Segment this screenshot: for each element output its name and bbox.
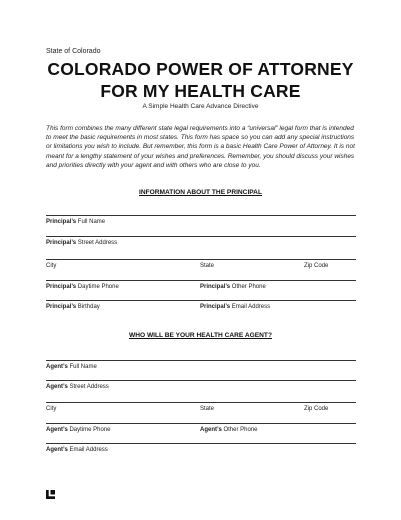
agent-email-label: Agent’s Email Address	[46, 447, 108, 453]
principal-street-address-label: Principal’s Street Address	[46, 240, 118, 246]
agent-daytime-phone-label: Agent’s Daytime Phone	[46, 427, 111, 433]
document-subtitle: A Simple Health Care Advance Directive	[142, 103, 259, 110]
principal-street-address-line[interactable]	[46, 236, 356, 237]
principal-daytime-phone-label: Principal’s Daytime Phone	[46, 284, 119, 290]
agent-state-label: State	[200, 406, 215, 412]
agent-full-name-line[interactable]	[46, 360, 356, 361]
principal-section-heading: INFORMATION ABOUT THE PRINCIPAL	[139, 189, 262, 196]
intro-paragraph: This form combines the many different state legal requirements into a “universal” legal form that is intended to meet the basic requirements in most states. This form has space so you can add any special instructions or limitations you wish to include. But remember, this form is a basic Health Care Power of Attorney. It is not meant for a lengthy statement of your wishes and preferences. Remember, you should discuss your wishes and priorities directly with your agent and with others who are close to you.	[46, 125, 355, 169]
agent-email-line[interactable]	[46, 443, 356, 444]
agent-full-name-label: Agent’s Full Name	[46, 364, 97, 370]
agent-street-address-label: Agent’s Street Address	[46, 384, 109, 390]
principal-state-label: State	[200, 263, 215, 269]
agent-phone-line[interactable]	[46, 423, 356, 424]
principal-phone-line[interactable]	[46, 280, 356, 281]
principal-city-label: City	[46, 263, 57, 269]
agent-section-heading: WHO WILL BE YOUR HEALTH CARE AGENT?	[129, 332, 272, 339]
document-title-line2: FOR MY HEALTH CARE	[100, 81, 301, 101]
document-title-line1: COLORADO POWER OF ATTORNEY	[47, 59, 354, 79]
principal-other-phone-label: Principal’s Other Phone	[200, 284, 266, 290]
agent-zip-label: Zip Code	[304, 406, 329, 412]
agent-other-phone-label: Agent’s Other Phone	[200, 427, 258, 433]
principal-birthday-label: Principal’s Birthday	[46, 304, 100, 310]
agent-street-address-line[interactable]	[46, 380, 356, 381]
agent-city-state-zip-line[interactable]	[46, 402, 356, 403]
principal-full-name-line[interactable]	[46, 215, 356, 216]
principal-zip-label: Zip Code	[304, 263, 329, 269]
state-label: State of Colorado	[46, 48, 101, 55]
principal-birthday-email-line[interactable]	[46, 300, 356, 301]
brand-logo-icon	[46, 490, 55, 499]
principal-city-state-zip-line[interactable]	[46, 259, 356, 260]
principal-full-name-label: Principal’s Full Name	[46, 219, 106, 225]
principal-email-label: Principal’s Email Address	[200, 304, 271, 310]
agent-city-label: City	[46, 406, 57, 412]
